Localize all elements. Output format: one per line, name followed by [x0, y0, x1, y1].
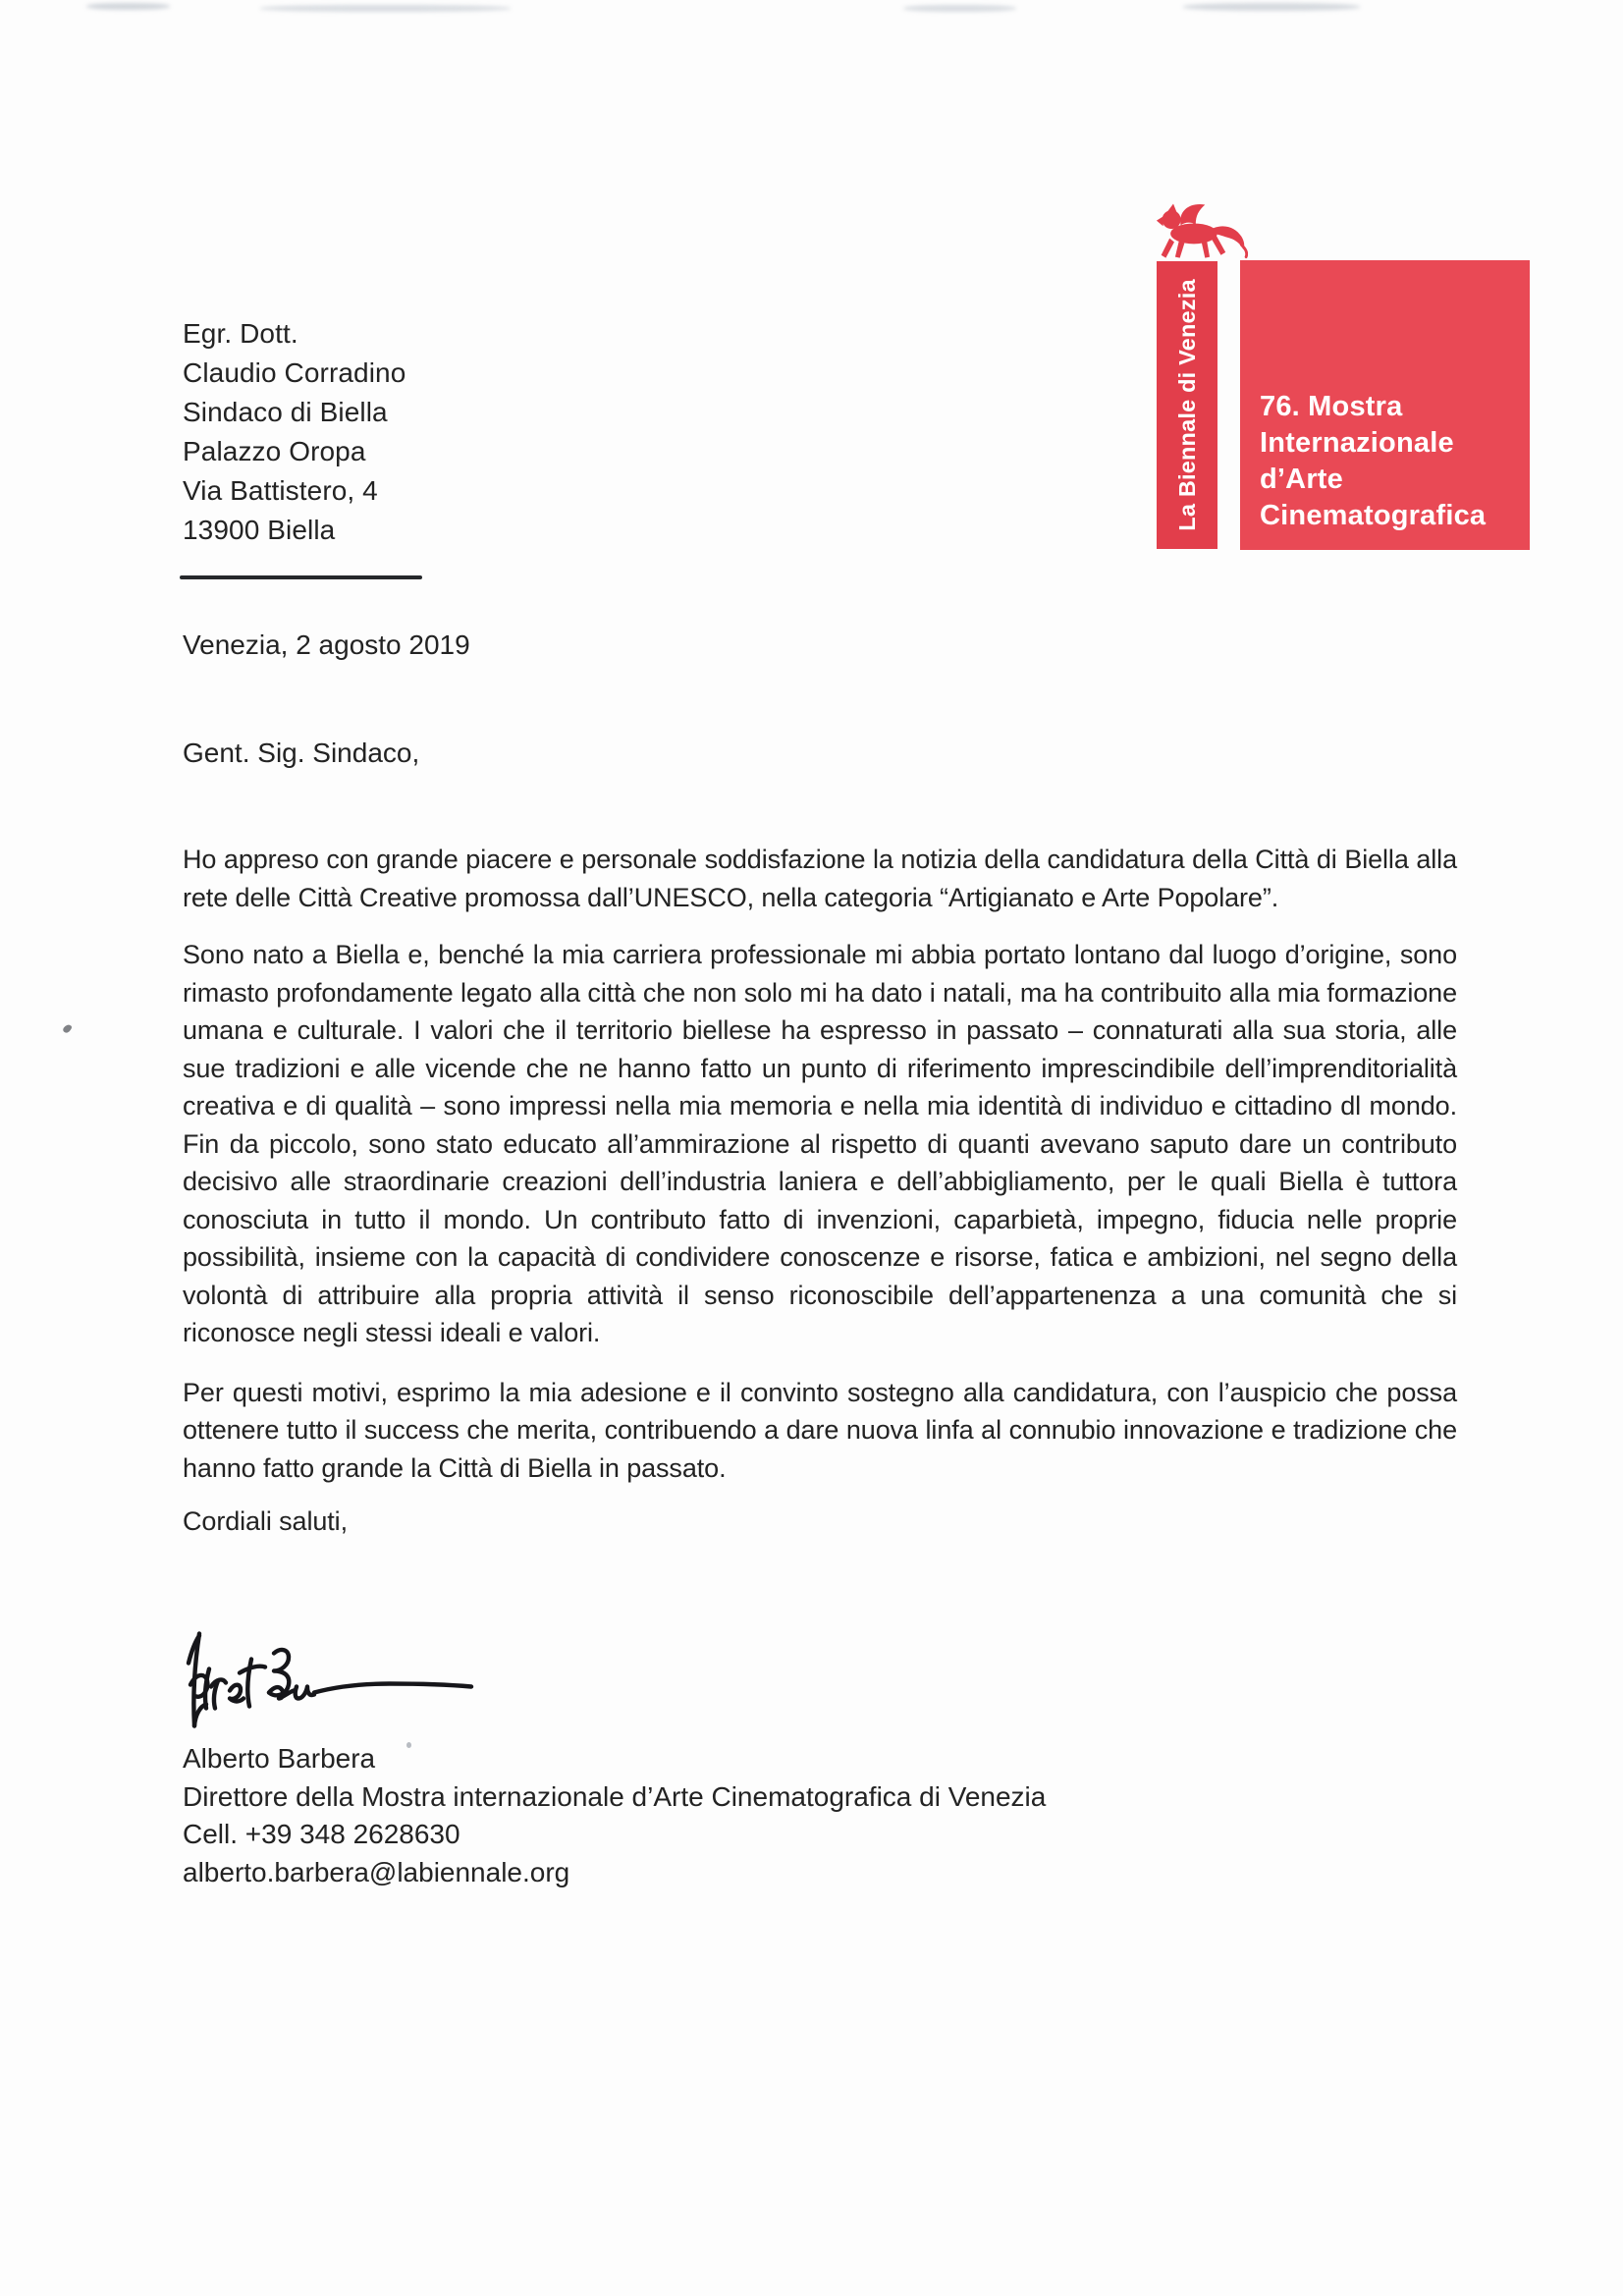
salutation: Gent. Sig. Sindaco, — [183, 738, 420, 768]
recipient-line: Palazzo Oropa — [183, 436, 366, 466]
scan-smudge — [903, 5, 1016, 12]
scan-smudge — [1183, 3, 1360, 11]
handwritten-signature — [179, 1628, 485, 1734]
closing-line: Cordiali saluti, — [183, 1506, 348, 1536]
signer-name: Alberto Barbera — [183, 1743, 376, 1774]
biennale-vertical-text: La Biennale di Venezia — [1174, 279, 1200, 531]
recipient-line: 13900 Biella — [183, 515, 336, 545]
recipient-line: Egr. Dott. — [183, 318, 298, 349]
mostra-line: d’Arte — [1260, 464, 1343, 495]
signer-title: Direttore della Mostra internazionale d’Arte Cinematografica di Venezia — [183, 1780, 1047, 1812]
scan-smudge — [260, 5, 511, 12]
paragraph: Sono nato a Biella e, benché la mia carriera professionale mi abbia portato lontano dal luogo d’origine, sono rimasto profondamente legato alla città che non solo mi ha dato i natali, ma ha contribuito alla mia formazione umana e culturale. I valori che il territorio biellese ha espresso in passato – connaturati alla sua storia, alle sue tradizioni e alle vicende che ne hanno fatto un punto di riferimento imprescindibile dell’imprenditorialità creativa e di qualità – sono impressi nella mia memoria e nella mia identità di individuo e cittadino dl mondo. Fin da piccolo, sono stato educato all’ammirazione al rispetto di quanti avevano saputo dare un contributo decisivo alle straordinarie creazioni dell’industria laniera e dell’abbigliamento, per le quali Biella è tuttora conosciuta in tutto il mondo. Un contributo fatto di invenzioni, caparbietà, impegno, fiducia nelle proprie possibilità, insieme con la capacità di condividere conoscenze e risorse, fatica e ambizioni, nel segno della volontà di attribuire alla propria attività il senso riconoscibile dell’appartenenza a una comunità che si riconosce negli stessi ideali e valori. — [183, 940, 1457, 1347]
winged-lion-icon — [1155, 202, 1248, 261]
signer-email: alberto.barbera@labiennale.org — [183, 1856, 570, 1887]
mostra-logo-text — [1260, 389, 1486, 534]
mostra-line: 76. Mostra — [1260, 391, 1403, 422]
paragraph: Per questi motivi, esprimo la mia adesione e il convinto sostegno alla candidatura, con l’auspicio che possa ottenere tutto il success che merita, contribuendo a dare nuova linfa al connubio innovazione e tradizione che hanno fatto grande la Città di Biella in passato. — [183, 1377, 1457, 1483]
signer-phone: Cell. +39 348 2628630 — [183, 1819, 460, 1849]
scan-speck — [62, 1023, 73, 1034]
mostra-logo-square — [1240, 260, 1530, 550]
recipient-line: Sindaco di Biella — [183, 397, 388, 427]
biennale-vertical-banner — [1157, 261, 1217, 549]
address-underline-rule — [180, 575, 422, 579]
recipient-line: Claudio Corradino — [183, 357, 406, 388]
mostra-line: Internazionale — [1260, 427, 1454, 459]
biennale-logo — [1149, 196, 1537, 560]
letter-body — [183, 841, 1457, 1541]
dateline: Venezia, 2 agosto 2019 — [183, 629, 470, 660]
recipient-line: Via Battistero, 4 — [183, 475, 378, 506]
paragraph: Ho appreso con grande piacere e personale soddisfazione la notizia della candidatura della Città di Biella alla rete delle Città Creative promossa dall’UNESCO, nella categoria “Artigianato e Arte Popolare”. — [183, 845, 1457, 912]
signature-block — [183, 1740, 1046, 1891]
recipient-address-block — [183, 314, 406, 550]
scan-smudge — [86, 3, 170, 10]
mostra-line: Cinematografica — [1260, 500, 1487, 531]
